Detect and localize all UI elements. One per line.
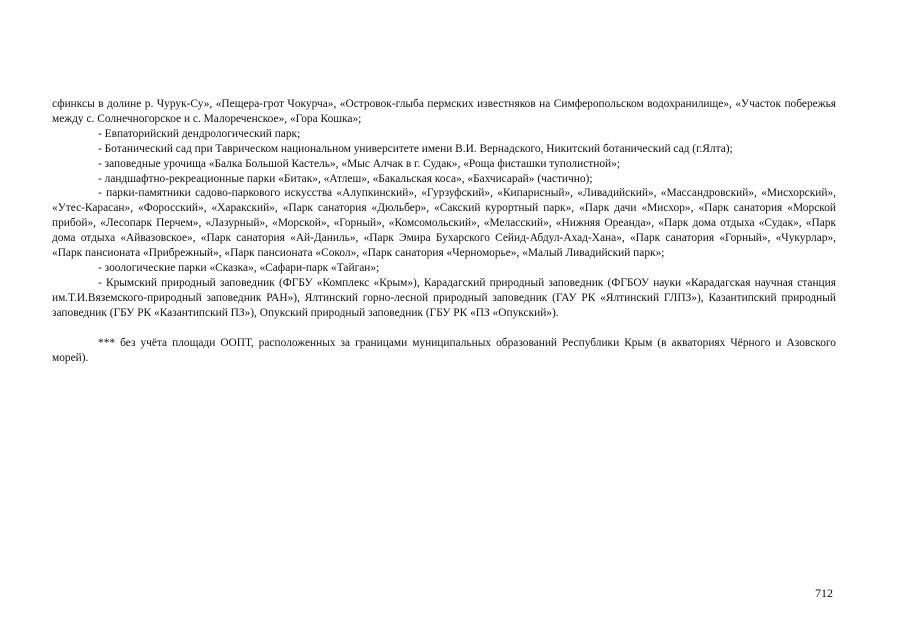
paragraph-dendrological-park: - Евпаторийский дендрологический парк; (98, 127, 301, 140)
paragraph-protected-tracts: - заповедные урочища «Балка Большой Кастель», «Мыс Алчак в г. Судак», «Роща фисташки туполистной»; (98, 157, 620, 170)
footnote: *** без учёта площади ООПТ, расположенных за границами муниципальных образований Республики Крым (в акваториях Чёрного и Азовского морей). (52, 336, 836, 364)
page-number: 712 (815, 586, 833, 600)
paragraph-zoological-parks: - зоологические парки «Сказка», «Сафари-парк «Тайган»; (98, 261, 380, 274)
paragraph-park-monuments: - парки-памятники садово-паркового искусства «Алупкинский», «Гурзуфский», «Кипарисный», «Ливадийский», «Массандровский», «Мисхорский», «Утес-Карасан», «Форосский», «Харакский», «Парк санатория «Дюльбер», «Сакский курортный парк», «Парк дачи «Мисхор», «Парк санатория «Морской прибой», «Лесопарк Перчем», «Лазурный», «Морской», «Горный», «Комсомольский», «Меласский», «Нижняя Ореанда», «Парк дома отдыха «Судак», «Парк дома отдыха «Айвазовское», «Парк санатория «Ай-Даниль», «Парк Эмира Бухарского Сейид-Абдул-Ахад-Хана», «Парк санатория «Горный», «Чукурлар», «Парк пансионата «Прибрежный», «Парк пансионата «Сокол», «Парк санатория «Черноморье», «Малый Ливадийский парк»; (52, 187, 836, 260)
paragraph-nature-reserves: - Крымский природный заповедник (ФГБУ «Комплекс «Крым»), Карадагский природный заповедник (ФГБОУ науки «Карадагская научная станция им.Т.И.Вяземского-природный заповедник РАН»), Ялтинский горно-лесной природный заповедник (ГАУ РК «Ялтинский ГЛПЗ»), Казантипский природный заповедник (ГБУ РК «Казантипский ПЗ»), Опукский природный заповедник (ГБУ РК «ПЗ «Опукский»). (52, 276, 836, 319)
paragraph-recreational-parks: - ландшафтно-рекреационные парки «Битак», «Атлеш», «Бакальская коса», «Бахчисарай» (частично); (98, 172, 593, 185)
document-body (52, 97, 836, 365)
paragraph-botanical-gardens: - Ботанический сад при Таврическом национальном университете имени В.И. Вернадского, Никитский ботанический сад (г.Ялта); (98, 142, 733, 155)
paragraph-sphinxes-list: сфинксы в долине р. Чурук-Су», «Пещера-грот Чокурча», «Островок-глыба пермских известняков на Симферопольском водохранилище», «Участок побережья между с. Солнечногорское и с. Малореченское», «Гора Кошка»; (52, 98, 836, 125)
